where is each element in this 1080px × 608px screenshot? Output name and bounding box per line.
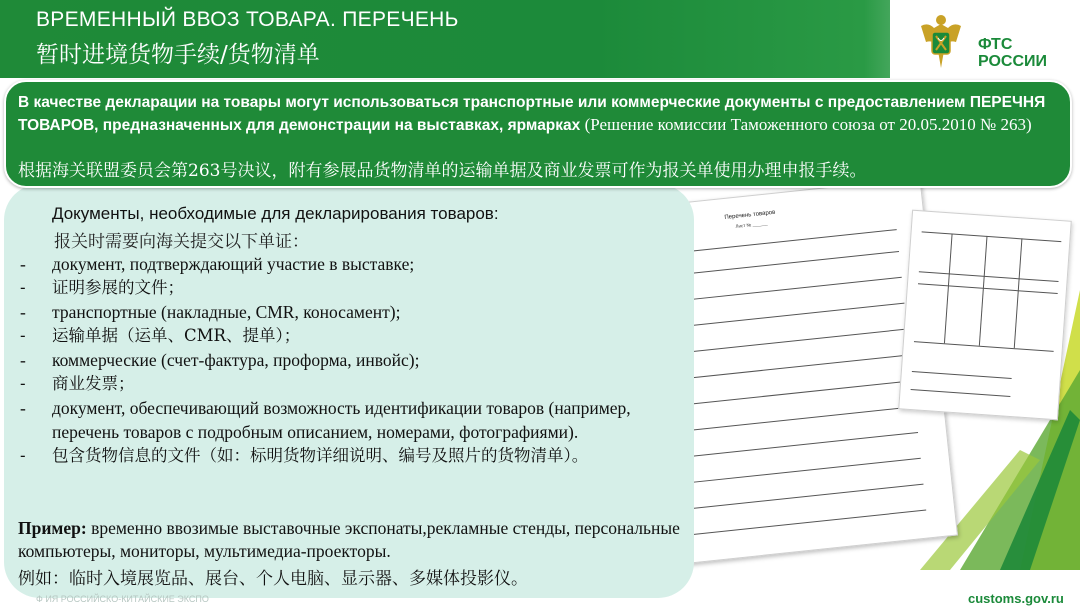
- footer-url[interactable]: customs.gov.ru: [968, 591, 1064, 606]
- documents-title-cn: 报关时需要向海关提交以下单证：: [54, 232, 309, 252]
- documents-title-ru: Документы, необходимые для декларирования товаров:: [52, 204, 499, 223]
- list-item: - коммерческие (счет-фактура, проформа, инвойс);: [20, 350, 420, 370]
- scan-line: [667, 406, 916, 433]
- scan-line: [914, 341, 1054, 352]
- scan-line: [979, 236, 988, 346]
- logo-line-1: ФТС: [978, 36, 1013, 53]
- documents-list: [18, 252, 678, 468]
- page-title-ru: ВРЕМЕННЫЙ ВВОЗ ТОВАРА. ПЕРЕЧЕНЬ: [36, 8, 459, 31]
- list-item: - документ, подтверждающий участие в выставке;: [20, 254, 415, 274]
- intro-reference: (Решение комиссии Таможенного союза от 20.05.2010 № 263): [584, 115, 1032, 134]
- list-item: - 包含货物信息的文件（如：标明货物详细说明、编号及照片的货物清单）。: [20, 446, 589, 465]
- list-item: - транспортные (накладные, CMR, коносамент);: [20, 302, 401, 322]
- scan-line: [661, 354, 910, 381]
- logo-line-2: РОССИИ: [978, 53, 1048, 70]
- list-item: - 证明参展的文件；: [20, 278, 184, 297]
- scan-line: [919, 271, 1059, 282]
- page-title-cn: 暂时进境货物手续/货物清单: [36, 42, 320, 68]
- table-scan: [898, 210, 1072, 421]
- scan-line: [912, 371, 1012, 379]
- documents-panel: [4, 184, 694, 598]
- scan-title: Перечень товаров: [724, 209, 776, 221]
- scan-line: [664, 380, 913, 407]
- scan-line: [677, 510, 926, 537]
- scan-line: [658, 329, 907, 356]
- scan-line: [922, 231, 1062, 242]
- list-item: - 运输单据（运单、CMR、提单）；: [20, 326, 301, 345]
- logo-text: [978, 36, 1047, 70]
- scan-line: [672, 458, 921, 485]
- intro-text-ru: В качестве декларации на товары могут использоваться транспортные или коммерческие документы с предоставлением ПЕРЕЧНЯ ТОВАРОВ, предназначенных для демонстрации на выставках, ярмарках (Решение комиссии Таможенного союза от 20.05.2010 № 263): [18, 94, 1046, 134]
- fts-logo: [890, 0, 1080, 84]
- example-ru: Пример: временно ввозимые выставочные экспонаты,рекламные стенды, персональные компьютеры, мониторы, мультимедиа-проекторы.: [18, 518, 680, 561]
- intro-banner: [4, 80, 1072, 188]
- example-label: Пример:: [18, 518, 87, 538]
- footer-caption: Ф ИЯ РОССИЙСКО-КИТАЙСКИЕ ЭКСПО: [36, 594, 209, 604]
- scan-subtitle: Лист № ______: [735, 220, 768, 229]
- scan-line: [669, 432, 918, 459]
- eagle-emblem-icon: [916, 12, 966, 70]
- scan-line: [911, 389, 1011, 397]
- intro-text-cn: 根据海关联盟委员会第263号决议，附有参展品货物清单的运输单据及商业发票可作为报关单使用办理申报手续。: [18, 161, 867, 181]
- scan-line: [944, 233, 953, 343]
- scan-line: [918, 283, 1058, 294]
- list-item: - 商业发票；: [20, 374, 135, 393]
- scan-line: [1014, 238, 1023, 348]
- example-cn: 例如：临时入境展览品、展台、个人电脑、显示器、多媒体投影仪。: [18, 569, 528, 589]
- list-item: - документ, обеспечивающий возможность идентификации товаров (например, перечень товаров с подробным описанием, номерами, фотографиями).: [20, 398, 631, 442]
- header: [0, 0, 1080, 88]
- scan-line: [675, 484, 924, 511]
